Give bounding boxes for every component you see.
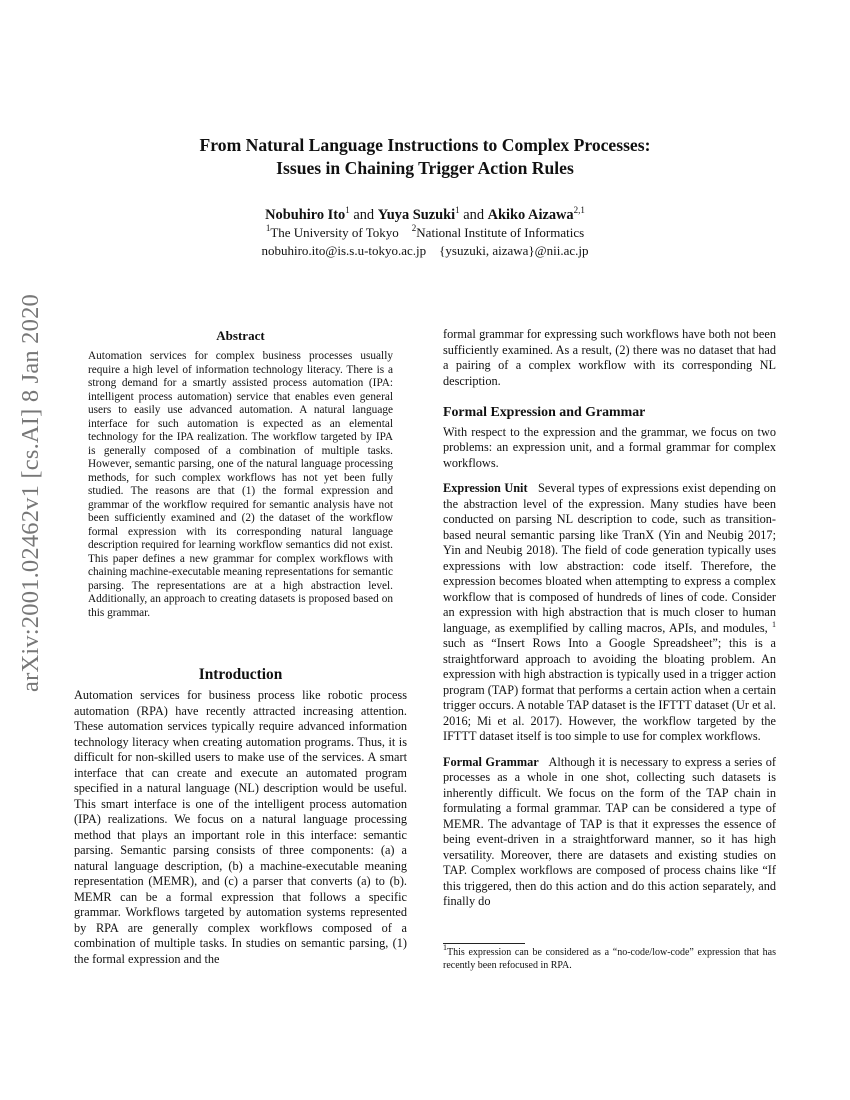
formal-grammar-paragraph	[443, 755, 776, 910]
expression-unit-heading: Expression Unit	[443, 481, 528, 495]
author-and-1: and	[349, 207, 378, 223]
author-3-affil: 2,1	[573, 205, 585, 215]
paper-title	[0, 134, 850, 180]
continuation-paragraph: formal grammar for expressing such workflows have both not been sufficiently examined. As a result, (2) there was no dataset that had a pairing of a complex workflow with its corresponding NL description.	[443, 327, 776, 388]
introduction-text: Automation services for business process like robotic process automation (RPA) have recently attracted increasing attention. These automation services typically require advanced information technology literacy when creating automation programs. Thus, it is difficult for non-skilled users to make use of the services. A smart interface that can create and execute an automated program specified in a natural language (NL) description would be useful. This smart interface is one of the intelligent process automation (IPA) realizations. We focus on a natural language processing method that plays an important role in this interface: semantic parsing. Semantic parsing consists of three components: (a) a natural language description, (b) a machine-executable meaning representation (MEMR), and (c) a parser that converts (a) to (b). MEMR can be a formal expression that follows a specific grammar. Workflows targeted by automation systems represented by RPA are generally complex workflows composed of a combination of multiple tasks. In studies on semantic parsing, (1) the formal expression and the	[74, 688, 407, 966]
author-block	[0, 206, 850, 260]
expression-unit-text-b: such as “Insert Rows Into a Google Spreadsheet”; this is a straightforward approach to avoiding the bloating problem. An expression with high abstraction is typically used in a trigger action program (TAP) format that performs a certain action when a certain trigger occurs. A notable TAP dataset is the IFTTT dataset (Ur et al. 2016; Mi et al. 2017). However, the workflow targeted by the IFTTT dataset itself is too simple to use for complex workflows.	[443, 636, 776, 743]
footnote-ref-mark: 1	[772, 619, 776, 629]
emails	[0, 242, 850, 260]
affil-1: The University of Tokyo	[270, 225, 399, 240]
footnote-mark: 1	[443, 943, 447, 952]
title-line-2: Issues in Chaining Trigger Action Rules	[276, 158, 574, 178]
affil-2-mark: 2	[411, 223, 417, 233]
footnote	[443, 943, 776, 972]
abstract-text: Automation services for complex business processes usually require a high level of information technology literacy. There is a strong demand for a smartly assisted process automation (IPA: intelligent process automation) service that enables even general users to easily use advanced automation. A natural language interface for such automation is expected as an elemental technology for the IPA realization. The workflow targeted by IPA is generally composed of a combination of multiple tasks. However, semantic parsing, one of the natural language processing methods, for such complex workflows has not yet been fully studied. The reasons are that (1) the formal expression and grammar of the workflow required for semantic analysis have not been sufficiently examined and (2) the dataset of the workflow formal expression with its corresponding natural language description required for learning workflow semantics did not exist. This paper defines a new grammar for complex workflows with chaining machine-executable meaning representations for semantic parsing. The representations are at a high abstraction level. Additionally, an approach to creating datasets is proposed based on this grammar.	[88, 350, 393, 619]
author-2-name: Yuya Suzuki	[377, 207, 456, 223]
author-2-affil: 1	[455, 205, 460, 215]
formal-grammar-heading: Formal Grammar	[443, 754, 539, 769]
email-2: {ysuzuki, aizawa}@nii.ac.jp	[439, 243, 589, 258]
arxiv-stamp-text: arXiv:2001.02462v1 [cs.AI] 8 Jan 2020	[17, 293, 45, 692]
footnote-text: This expression can be considered as a “no-code/low-code” expression that has recently been refocused in RPA.	[443, 947, 776, 971]
formal-grammar-text: Although it is necessary to express a series of processes as a whole in one shot, collecting such datasets is inherently difficult. We focus on the form of the TAP chain in formulating a formal grammar. TAP can be considered a type of MEMR. The advantage of TAP is that it expresses the essence of being event-driven in a straightforward manner, so it has high versatility. Moreover, there are datasets and existing studies on TAP. Complex workflows are composed of process chains like “If this triggered, then do this action and do this action separately, and finally do	[443, 754, 777, 908]
author-1-affil: 1	[345, 205, 350, 215]
right-column	[443, 327, 776, 910]
author-3-name: Akiko Aizawa	[487, 207, 574, 223]
expression-unit-paragraph	[443, 481, 776, 745]
expression-unit-text-a: Several types of expressions exist depending on the abstraction level of the expression. Many studies have been conducted on parsing NL description to code, such as transition-based neural semantic parsing like TranX (Yin and Neubig 2017; Yin and Neubig 2018). The field of code generation typically uses expressions with low abstraction: code itself. Therefore, the expression becomes bloated when attempting to express a complex workflow that is composed of hundreds of lines of code. Consider an expression with high abstraction that is much closer to human language, as exemplified by calling macros, APIs, and modules,	[443, 481, 776, 635]
section-intro-paragraph: With respect to the expression and the grammar, we focus on two problems: an expression unit, and a formal grammar for complex workflows.	[443, 424, 776, 470]
title-line-1: From Natural Language Instructions to Complex Processes:	[199, 135, 651, 155]
author-names	[0, 206, 850, 224]
affiliations	[0, 224, 850, 242]
footnote-rule	[443, 943, 525, 944]
affil-2: National Institute of Informatics	[416, 225, 585, 240]
arxiv-stamp	[6, 293, 56, 692]
abstract-heading: Abstract	[216, 328, 265, 343]
affil-1-mark: 1	[265, 223, 271, 233]
email-1: nobuhiro.ito@is.s.u-tokyo.ac.jp	[261, 243, 427, 258]
section-heading-formal-expression: Formal Expression and Grammar	[443, 405, 646, 420]
introduction-heading: Introduction	[198, 666, 283, 683]
author-1-name: Nobuhiro Ito	[265, 207, 346, 223]
author-and-2: and	[459, 207, 488, 223]
